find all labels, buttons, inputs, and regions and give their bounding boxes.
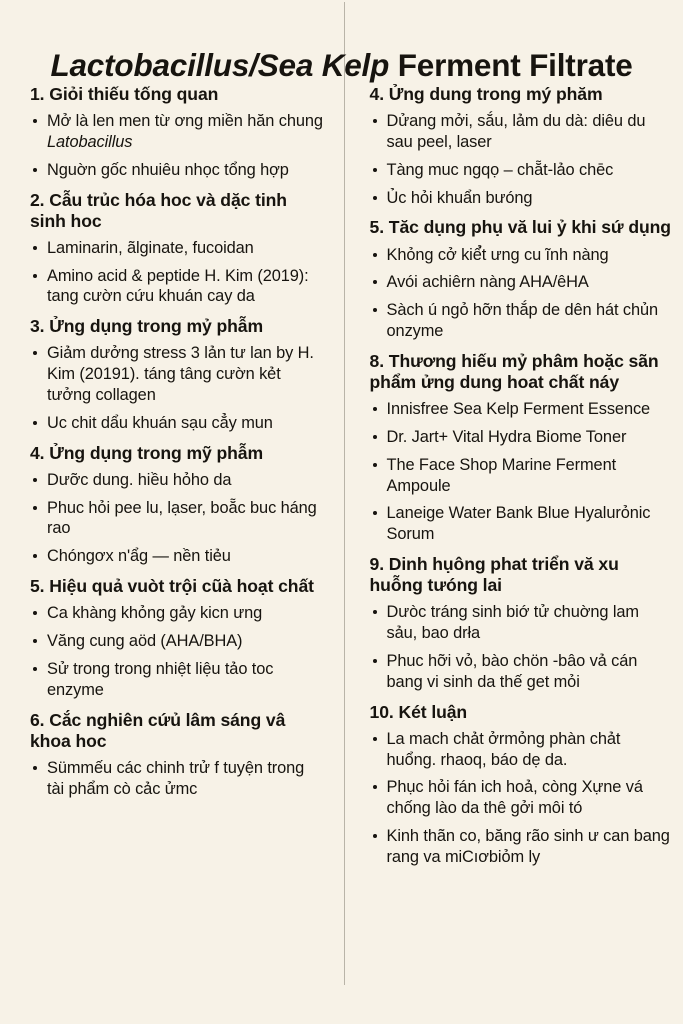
list-item-text: Avói achiêrn nàng AHA/êHA	[386, 273, 589, 292]
list-item	[30, 238, 326, 259]
list-item	[30, 498, 326, 540]
list-item-text: Laminarin, ãlginate, fucoidan	[47, 238, 254, 257]
section-heading-6-c-c-nghi-n-c-l-m-s-ng-v-khoa-hoc: 6. Cắc nghiên cứủ lâm sáng vâ khoa hoc	[30, 709, 286, 751]
list-item-text: Ca khàng khỏng gảy kicn ưng	[47, 604, 263, 623]
list-item	[370, 160, 673, 181]
list-item-text: Sử trong trong nhiệt liệu tảo toc enzyme	[47, 659, 274, 699]
bullet-list	[370, 245, 673, 342]
section-heading-1-gi-i-thi-u-t-ng-quan: 1. Giỏi thiếu tống quan	[30, 84, 219, 104]
section-heading-4-ng-d-ng-trong-m-ph-m: 4. Ửng dụng trong mỹ phẫm	[30, 442, 263, 463]
bullet-list	[370, 111, 673, 208]
list-item	[370, 111, 673, 153]
list-item-text: Laneige Water Bank Blue Hyalurỏnic Sorum	[386, 504, 651, 544]
section-heading-4-ng-dung-trong-m-ph-m: 4. Ửng dung trong mý phăm	[369, 84, 603, 104]
list-item	[370, 826, 673, 868]
list-item	[370, 272, 673, 293]
list-item	[370, 399, 673, 420]
list-item	[30, 160, 326, 181]
section	[370, 702, 673, 868]
bullet-list	[30, 238, 326, 307]
section-heading-2-c-u-tr-c-h-a-hoc-v-d-c-tinh-sinh-hoc: 2. Cẫu trủc hóa hoc và dặc tinh sinh hoc	[30, 189, 287, 231]
list-item	[370, 300, 673, 342]
bullet-list	[30, 758, 326, 800]
list-item-text: Dưỡc dung. hiều hỏho da	[47, 470, 232, 489]
columns-container	[0, 84, 683, 875]
list-item	[30, 631, 326, 652]
bullet-list	[370, 729, 673, 868]
page-title-species: Lactobacillus/Sea Kelp	[50, 47, 390, 84]
list-item-text: Dửang mởi, sắu, lảm du dà: diêu du sau peel, laser	[386, 112, 646, 151]
list-item-text: Phục hỏi fán ich hoả, còng Xựne vá chống lào da thê gởi môi tó	[386, 778, 643, 818]
page-title-suffix: Ferment Filtrate	[389, 47, 633, 84]
list-item	[30, 413, 326, 434]
list-item-text: Innisfree Sea Kelp Ferment Essence	[386, 400, 651, 419]
section	[370, 217, 673, 341]
list-item	[30, 758, 326, 800]
list-item	[370, 651, 673, 693]
section	[370, 554, 673, 693]
list-item-text: La mach chảt ởrmỏng phàn chảt huổng. rhaoq, báo dẹ da.	[386, 729, 621, 769]
list-item-text: Kinh thãn co, băng rão sinh ư can bang rang va miCıơbiỏm ly	[386, 826, 670, 866]
list-item-text: Nguờn gốc nhuiêu nhọc tổng hợp	[47, 160, 289, 179]
list-item-italic-term: Latobacillus	[47, 132, 133, 151]
list-item-text: The Face Shop Marine Ferment Ampoule	[386, 455, 617, 495]
bullet-list	[30, 470, 326, 567]
list-item-text: Uc chit dẩu khuán sạu cẳy mun	[47, 413, 273, 432]
section-heading-8-th-ng-hi-u-m-ph-m-ho-c-s-n-ph-m-ng-dun: 8. Thương hiếu mỷ phâm hoặc sãn phẩm ửng dung hoat chất náy	[369, 350, 659, 392]
list-item-text: Khỏng cở kiể̉t ưng cu ĩnh nàng	[386, 245, 609, 264]
list-item-text: Mở là len men từ ơng miền hăn chung	[47, 112, 323, 131]
section-heading-3-ng-d-ng-trong-m-ph-m: 3. Ửng dụng trong mỷ phẫm	[30, 316, 263, 337]
list-item	[30, 266, 326, 308]
section-heading-9-dinh-h-ng-phat-tri-n-v-xu-hu-ng-t-ng-l: 9. Dinh hụông phat triển vă xu huỗng tưóng lai	[369, 554, 619, 596]
section	[30, 576, 326, 700]
section-heading-10-k-t-lu-n: 10. Két luận	[369, 701, 468, 722]
section	[370, 84, 673, 208]
list-item-text: Phuc hỏi pee lu, lạser, boẵc buc háng rao	[47, 498, 317, 538]
list-item	[370, 188, 673, 209]
left-column	[0, 84, 342, 806]
list-item	[370, 245, 673, 266]
page-title	[0, 49, 683, 82]
bullet-list	[30, 343, 326, 433]
section-heading-5-hi-u-qu-vu-t-tr-i-c-ho-t-ch-t: 5. Hiệu quả vuòt trội cũà hoạt chất	[30, 576, 314, 597]
list-item	[30, 659, 326, 701]
list-item-text: Amino acid & peptide H. Kim (2019): tang cườn cứu khuán cay da	[47, 266, 309, 306]
list-item	[30, 111, 326, 153]
list-item	[370, 455, 673, 497]
list-item	[370, 777, 673, 819]
right-column	[342, 84, 683, 875]
list-item-text: Sàch ú ngỏ hỡn thắp de dên hát chủn onzyme	[386, 301, 659, 341]
list-item-text: Dr. Jart+ Vital Hydra Biome Toner	[386, 427, 627, 446]
list-item-text: Giảm dưởng stress 3 lản tư lan by H. Kim (20191). táng tâng cườn kẻt tưởng collagen	[47, 344, 314, 405]
list-item-text: Ủc hỏi khuẩn bưóng	[386, 188, 533, 207]
section-heading-5-t-c-d-ng-ph-v-lui-khi-s-d-ng: 5. Tăc dụng phụ vă lui ỷ khi sứ dụng	[369, 217, 671, 238]
list-item	[370, 729, 673, 771]
list-item-text: Sümmếu các chinh trử f tuyện trong tài phẩm cò cảc ửmc	[47, 758, 305, 798]
list-item-text: Tàng muc ngqọ – chẵt-lảo chēc	[386, 160, 614, 179]
list-item-text: Chóngơx n'ẩg — nền tiẻu	[47, 547, 231, 566]
section	[30, 710, 326, 800]
list-item	[370, 503, 673, 545]
list-item-text: Văng cung aöd (AHA/BHA)	[47, 632, 243, 651]
list-item-text: Phuc hỡi vỏ, bào chön -bâo vả cán bang vi sinh da thế get mỏi	[386, 651, 638, 691]
bullet-list	[30, 603, 326, 700]
section	[370, 351, 673, 545]
section	[30, 316, 326, 433]
list-item	[30, 603, 326, 624]
bullet-list	[370, 602, 673, 692]
list-item	[30, 546, 326, 567]
bullet-list	[370, 399, 673, 545]
section	[30, 443, 326, 567]
list-item-text: Dưòc tráng sinh biớ tử chuờng lam sảu, bao drła	[386, 603, 639, 643]
list-item	[30, 343, 326, 405]
section	[30, 190, 326, 308]
list-item	[370, 427, 673, 448]
section	[30, 84, 326, 181]
list-item	[30, 470, 326, 491]
list-item	[370, 602, 673, 644]
bullet-list	[30, 111, 326, 180]
